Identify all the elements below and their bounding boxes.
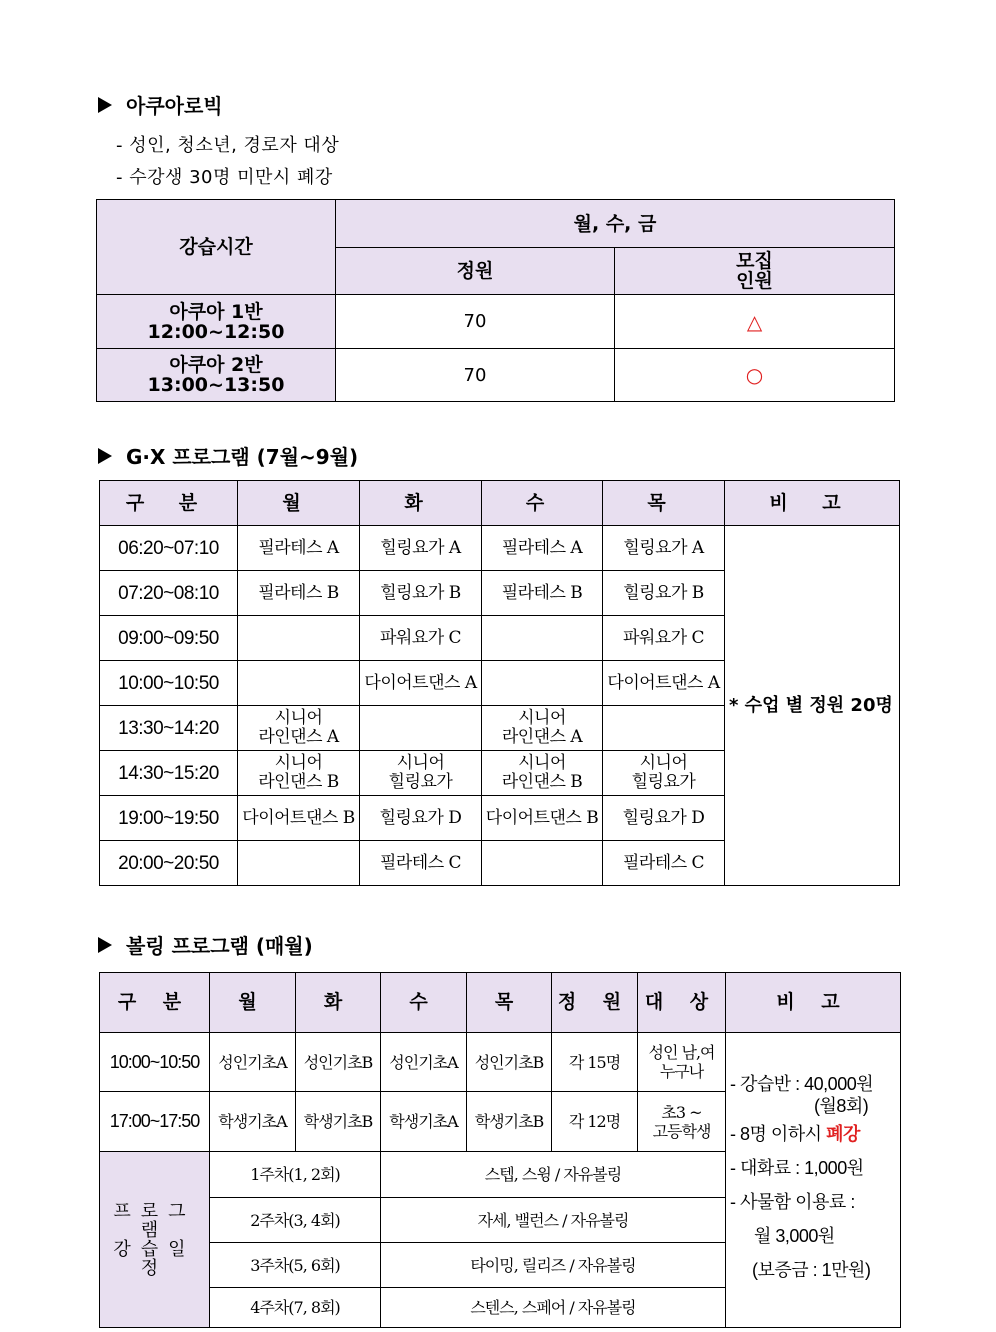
gx-class-line1: 시니어	[274, 708, 323, 728]
bowling-class: 성인기초B	[467, 1033, 552, 1092]
gx-class	[482, 751, 603, 796]
table-row	[100, 526, 900, 571]
bowling-week-content: 스텐스, 스페어 / 자유볼링	[381, 1288, 726, 1328]
gx-class: 필라테스 C	[360, 841, 482, 886]
gx-time: 13:30~14:20	[100, 706, 238, 751]
gx-class: 필라테스 B	[238, 571, 360, 616]
bowling-locker-monthly: 월 3,000원	[754, 1226, 835, 1246]
gx-class-line2: 라인댄스 B	[258, 772, 339, 792]
gx-class-line1: 시니어	[274, 753, 323, 773]
aqua-section-title	[98, 90, 223, 119]
bowling-cancel-word: 폐강	[826, 1124, 860, 1144]
gx-header-wed: 수	[482, 481, 603, 526]
bowling-target-line1: 성인 남,여	[648, 1043, 715, 1062]
bowling-time: 17:00~17:50	[100, 1092, 210, 1152]
gx-header-tue: 화	[360, 481, 482, 526]
gx-class	[482, 616, 603, 661]
aqua-header-recruit-line1: 모집	[736, 250, 773, 272]
bowling-class: 학생기초B	[296, 1092, 381, 1152]
triangle-status-icon: △	[746, 309, 763, 334]
gx-class	[482, 706, 603, 751]
bowling-schedule-label-line1: 프로그램	[113, 1200, 196, 1241]
bowling-header-target: 대 상	[638, 973, 726, 1033]
bowling-fee-sessions: (월8회)	[814, 1096, 869, 1116]
aqua-row-2-time: 13:00~13:50	[147, 374, 285, 396]
bowling-week: 2주차(3, 4회)	[210, 1198, 381, 1243]
gx-time: 14:30~15:20	[100, 751, 238, 796]
gx-class	[238, 706, 360, 751]
bowling-header-category: 구 분	[100, 973, 210, 1033]
aqua-row-2-name	[97, 349, 336, 402]
bowling-class: 학생기초A	[210, 1092, 296, 1152]
bowling-schedule-label-line2: 강습일정	[113, 1238, 196, 1279]
gx-class: 필라테스 B	[482, 571, 603, 616]
bowling-week-content: 타이밍, 릴리즈 / 자유볼링	[381, 1243, 726, 1288]
gx-class-line2: 힐링요가	[631, 772, 696, 792]
triangle-bullet-icon	[98, 97, 112, 113]
gx-header-mon: 월	[238, 481, 360, 526]
bowling-week-content: 자세, 밸런스 / 자유볼링	[381, 1198, 726, 1243]
bowling-header-wed: 수	[381, 973, 467, 1033]
gx-section-title	[98, 441, 358, 470]
gx-class	[482, 841, 603, 886]
gx-class-line2: 라인댄스 B	[501, 772, 583, 792]
bowling-header-mon: 월	[210, 973, 296, 1033]
bowling-week-content: 스텝, 스윙 / 자유볼링	[381, 1152, 726, 1198]
gx-class-line1: 시니어	[396, 753, 445, 773]
triangle-bullet-icon	[98, 448, 112, 464]
bowling-schedule-label	[100, 1152, 210, 1328]
aqua-row-1-name	[97, 295, 336, 349]
gx-class	[360, 751, 482, 796]
gx-time: 07:20~08:10	[100, 571, 238, 616]
gx-class: 다이어트댄스 B	[482, 796, 603, 841]
gx-class: 파워요가 C	[360, 616, 482, 661]
aqua-row-2-capacity: 70	[336, 349, 615, 402]
gx-time: 20:00~20:50	[100, 841, 238, 886]
gx-class: 힐링요가 A	[360, 526, 482, 571]
bowling-week: 3주차(5, 6회)	[210, 1243, 381, 1288]
gx-title: G·X 프로그램 (7월~9월)	[126, 445, 359, 469]
gx-note: * 수업 별 정원 20명	[725, 526, 900, 886]
aqua-header-days: 월, 수, 금	[336, 200, 895, 248]
aqua-header-capacity: 정원	[336, 248, 615, 295]
bowling-target	[638, 1033, 726, 1092]
bowling-target-line2: 누구나	[659, 1062, 704, 1081]
gx-header-note: 비 고	[725, 481, 900, 526]
table-row	[100, 1033, 901, 1092]
aqua-row-1-status	[615, 295, 895, 349]
gx-time: 19:00~19:50	[100, 796, 238, 841]
gx-class: 힐링요가 D	[360, 796, 482, 841]
gx-class-line2: 힐링요가	[388, 772, 453, 792]
gx-class: 다이어트댄스 A	[360, 661, 482, 706]
gx-class: 다이어트댄스 A	[603, 661, 725, 706]
bowling-table	[99, 972, 901, 1328]
gx-header-category: 구 분	[100, 481, 238, 526]
aqua-header-recruit-line2: 인원	[736, 270, 773, 292]
gx-time: 06:20~07:10	[100, 526, 238, 571]
aqua-header-recruit	[615, 248, 895, 295]
gx-class: 파워요가 C	[603, 616, 725, 661]
aqua-table	[96, 199, 895, 402]
aqua-row-2-status	[615, 349, 895, 402]
gx-class: 필라테스 A	[238, 526, 360, 571]
bowling-section-title	[98, 930, 313, 959]
bowling-title: 볼링 프로그램 (매월)	[126, 934, 313, 958]
bowling-class: 학생기초B	[467, 1092, 552, 1152]
circle-status-icon: ○	[745, 363, 764, 387]
bowling-class: 성인기초B	[296, 1033, 381, 1092]
gx-class-line1: 시니어	[518, 753, 566, 773]
aqua-title: 아쿠아로빅	[126, 94, 223, 118]
aqua-row-1-time: 12:00~12:50	[147, 320, 285, 343]
gx-time: 10:00~10:50	[100, 661, 238, 706]
gx-class: 필라테스 C	[603, 841, 725, 886]
gx-class-line1: 시니어	[639, 753, 688, 773]
aqua-row-1-capacity: 70	[336, 295, 615, 349]
gx-class: 힐링요가 B	[603, 571, 725, 616]
gx-class	[238, 616, 360, 661]
bowling-class: 성인기초A	[210, 1033, 296, 1092]
gx-table	[99, 480, 900, 886]
gx-class-line2: 라인댄스 A	[258, 727, 339, 747]
bowling-capacity: 각 12명	[552, 1092, 638, 1152]
aqua-bullet-1: - 성인, 청소년, 경로자 대상	[116, 135, 340, 156]
aqua-row-1-class: 아쿠아 1반	[169, 300, 263, 323]
bowling-target	[638, 1092, 726, 1152]
gx-time: 09:00~09:50	[100, 616, 238, 661]
bowling-talk-fee: - 대화료 : 1,000원	[730, 1158, 864, 1178]
bowling-fee: - 강습반 : 40,000원	[730, 1074, 874, 1094]
gx-class	[482, 661, 603, 706]
triangle-bullet-icon	[98, 937, 112, 953]
bowling-header-capacity: 정 원	[552, 973, 638, 1033]
gx-class: 힐링요가 B	[360, 571, 482, 616]
gx-class	[238, 751, 360, 796]
bowling-class: 성인기초A	[381, 1033, 467, 1092]
gx-class: 필라테스 A	[482, 526, 603, 571]
gx-class: 힐링요가 A	[603, 526, 725, 571]
gx-class	[238, 841, 360, 886]
gx-class	[603, 751, 725, 796]
bowling-locker-deposit: (보증금 : 1만원)	[752, 1260, 871, 1280]
bowling-target-line2: 고등학생	[652, 1121, 711, 1141]
gx-class	[238, 661, 360, 706]
gx-class-line2: 라인댄스 A	[501, 727, 583, 747]
bowling-cancel-rule	[730, 1117, 900, 1151]
bowling-time: 10:00~10:50	[100, 1033, 210, 1092]
gx-class: 힐링요가 D	[603, 796, 725, 841]
bowling-cancel-prefix: - 8명 이하시	[730, 1124, 827, 1144]
bowling-capacity: 각 15명	[552, 1033, 638, 1092]
aqua-bullet-2: - 수강생 30명 미만시 폐강	[116, 167, 333, 188]
bowling-week: 4주차(7, 8회)	[210, 1288, 381, 1328]
aqua-row-2-class: 아쿠아 2반	[169, 354, 263, 376]
bowling-target-line1: 초3 ~	[661, 1102, 702, 1122]
gx-class	[360, 706, 482, 751]
bowling-class: 학생기초A	[381, 1092, 467, 1152]
gx-class-line1: 시니어	[518, 708, 566, 728]
bowling-remarks	[726, 1033, 901, 1328]
bowling-locker-fee: - 사물함 이용료 :	[730, 1192, 855, 1212]
bowling-week: 1주차(1, 2회)	[210, 1152, 381, 1198]
gx-class: 다이어트댄스 B	[238, 796, 360, 841]
bowling-header-thu: 목	[467, 973, 552, 1033]
aqua-header-time: 강습시간	[97, 200, 336, 295]
gx-header-thu: 목	[603, 481, 725, 526]
bowling-header-tue: 화	[296, 973, 381, 1033]
bowling-header-note: 비 고	[726, 973, 901, 1033]
gx-class	[603, 706, 725, 751]
